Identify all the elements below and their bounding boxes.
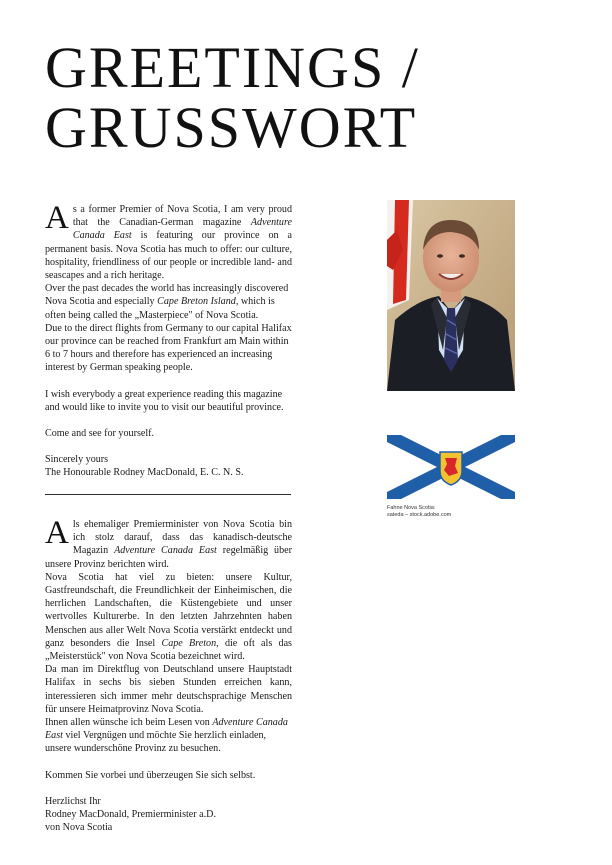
english-paragraph-3: Due to the direct flights from Germany to our capital Halifax our province can be reached from Frankfurt am Main within 6 to 7 hours and therefore has experienced an increasing interest by German speaking people. bbox=[45, 322, 292, 374]
german-signature-2: von Nova Scotia bbox=[45, 822, 113, 834]
section-divider bbox=[45, 494, 291, 495]
portrait-photo-icon bbox=[387, 200, 515, 391]
english-closing: Sincerely yours bbox=[45, 454, 109, 466]
german-paragraph-4: Ihnen allen wünsche ich beim Lesen von Adventure Canada East viel Vergnügen und möchte Sie herzlich einladen, unsere wunderschöne Provinz zu besuchen. bbox=[45, 717, 288, 755]
caption-line-2: sateda – stock.adobe.com bbox=[387, 512, 452, 518]
title-line-2: GRUSSWORT bbox=[45, 95, 418, 160]
portrait-photo bbox=[387, 200, 515, 391]
german-closing: Herzlichst Ihr bbox=[45, 795, 101, 807]
english-paragraph-4: I wish everybody a great experience reading this magazine and would like to invite you to visit our beautiful province. bbox=[45, 388, 284, 413]
english-paragraph-2: Over the past decades the world has increasingly discovered Nova Scotia and especially Cape Breton Island, which is often being called the „Masterpiece" of Nova Scotia. bbox=[45, 283, 289, 321]
english-paragraph-1: As a former Premier of Nova Scotia, I am very proud that the Canadian-German magazine Adventure Canada East is featuring our province on a permanent basis. Nova Scotia has much to offer: our culture, hospitality, friendliness of our people or incredible land- and seascapes and a rich heritage. bbox=[45, 200, 292, 282]
magazine-name: Adventure Canada East bbox=[72, 217, 292, 242]
german-paragraph-3: Da man im Direktflug von Deutschland unsere Hauptstadt Halifax in sechs bis sieben Stunden erreichen kann, interessieren sich immer mehr deutschsprachige Menschen für unsere Heimatprovinz Nova Scotia. bbox=[45, 664, 292, 715]
german-letter bbox=[45, 515, 292, 834]
flag-caption bbox=[387, 505, 451, 519]
english-letter bbox=[45, 200, 292, 480]
magazine-name: Adventure Canada East bbox=[114, 545, 217, 557]
magazine-name: Adventure Canada East bbox=[45, 717, 288, 742]
german-dropcap: A bbox=[45, 515, 69, 551]
caption-line-1: Fahne Nova Scotia: bbox=[387, 505, 436, 511]
german-paragraph-1: Als ehemaliger Premierminister von Nova Scotia bin ich stolz darauf, dass das kanadisch-deutsche Magazin Adventure Canada East regelmäßig über unsere Provinz berichten wird. bbox=[45, 515, 292, 570]
english-dropcap: A bbox=[45, 200, 69, 236]
german-signature-1: Rodney MacDonald, Premierminister a.D. bbox=[45, 809, 216, 821]
german-paragraph-2: Nova Scotia hat viel zu bieten: unsere Kultur, Gastfreundschaft, die Freundlichkeit der Einheimischen, die herrlichen Landschaften, die Küstengebiete und unser wertvolles Kulturerbe. In den letzten Jahrzehnten haben Menschen aus aller Welt Nova Scotia verstärkt entdeckt und ganz besonders die Insel Cape Breton, die oft als das „Meisterstück" von Nova Scotia bezeichnet wird. bbox=[45, 571, 292, 663]
island-name: Cape Breton Island bbox=[157, 296, 236, 308]
english-paragraph-5: Come and see for yourself. bbox=[45, 428, 155, 440]
page-title bbox=[45, 35, 420, 160]
english-signature: The Honourable Rodney MacDonald, E. C. N. S. bbox=[45, 467, 244, 479]
german-paragraph-5: Kommen Sie vorbei und überzeugen Sie sich selbst. bbox=[45, 769, 256, 781]
title-line-1: GREETINGS / bbox=[45, 35, 420, 100]
nova-scotia-flag-icon bbox=[387, 435, 515, 499]
island-name: Cape Breton bbox=[161, 637, 217, 649]
nova-scotia-flag bbox=[387, 435, 515, 499]
